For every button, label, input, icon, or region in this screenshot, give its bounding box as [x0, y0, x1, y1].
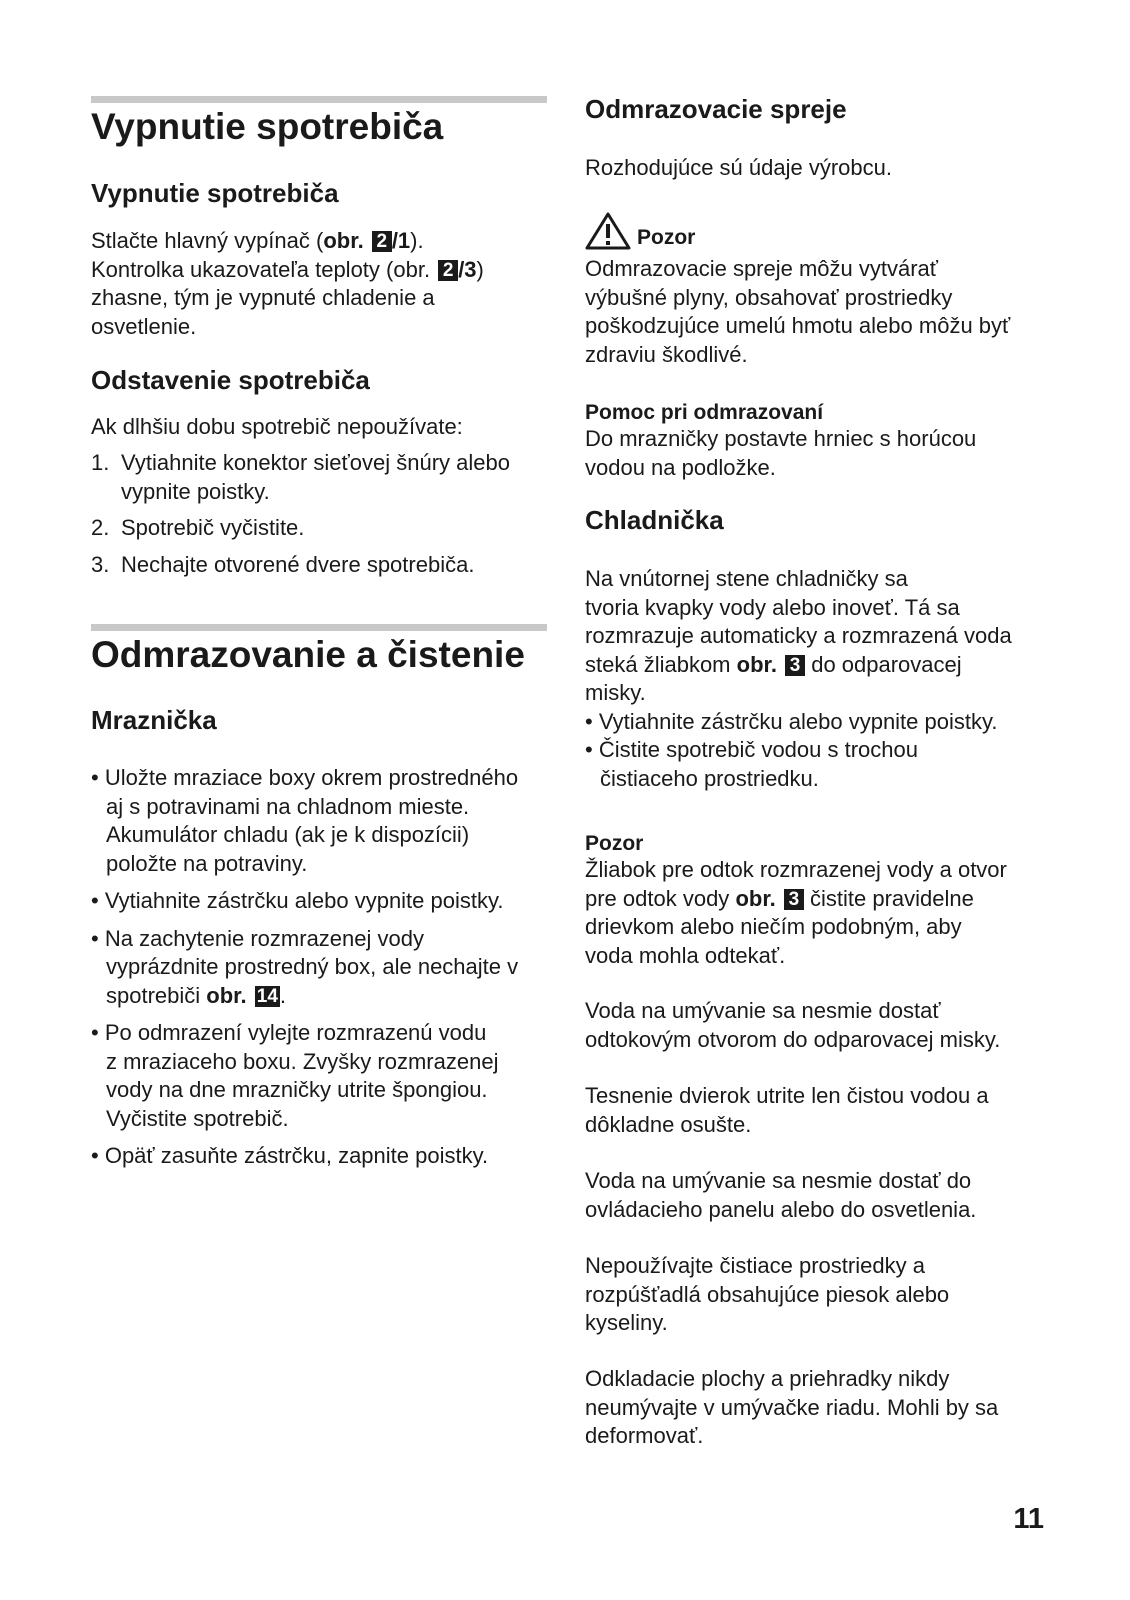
list-item: • Vytiahnite zástrčku alebo vypnite poistky.: [585, 708, 998, 734]
warning-header: [585, 212, 695, 250]
cleaning-paragraph: [585, 1082, 989, 1139]
text-line: dôkladne osušte.: [585, 1111, 752, 1137]
warning-triangle-icon: [585, 212, 631, 250]
text-line: osvetlenie.: [91, 313, 197, 339]
warning-text: [585, 255, 1010, 369]
list-item: • Uložte mraziace boxy okrem prostredného aj s potravinami na chladnom mieste. Akumulátor chladu (ak je k dispozícii) položte na potraviny.: [91, 765, 519, 876]
text-line: Žliabok pre odtok rozmrazenej vody a otvor: [585, 857, 1007, 882]
text-line: zdraviu škodlivé.: [585, 341, 748, 367]
text-line: steká žliabkom obr. 3 do odparovacej: [585, 651, 962, 677]
vypnutie-paragraph: [91, 227, 484, 341]
warning-label: Pozor: [637, 226, 696, 249]
subsection-title-odstavenie: Odstavenie spotrebiča: [91, 365, 370, 395]
mraznicka-bullets: [91, 764, 518, 1171]
text-line: kyseliny.: [585, 1310, 668, 1335]
text-line: výbušné plyny, obsahovať prostriedky: [585, 284, 953, 310]
text-line: drievkom alebo niečím podobným, aby: [585, 914, 962, 939]
list-item: • Po odmrazení vylejte rozmrazenú vodu z mraziaceho boxu. Zvyšky rozmrazenej vody na dne mrazničky utrite špongiou. Vyčistite spotrebič.: [91, 1020, 499, 1131]
text-line: pre odtok vody obr. 3 čistite pravidelne: [585, 885, 974, 911]
text-line: deformovať.: [585, 1423, 704, 1448]
subsection-title-chladnicka: Chladnička: [585, 505, 724, 535]
text-line: voda mohla odtekať.: [585, 942, 786, 968]
help-text: [585, 425, 976, 482]
cleaning-paragraph: [585, 1167, 976, 1224]
list-item: 2. Spotrebič vyčistite.: [91, 515, 305, 540]
spreje-text: Rozhodujúce sú údaje výrobcu.: [585, 155, 892, 180]
help-title: Pomoc pri odmrazovaní: [585, 401, 824, 424]
text-line: vodou na podložke.: [585, 454, 776, 480]
figure-ref: 2: [438, 260, 458, 281]
text-line: poškodzujúce umelú hmotu alebo môžu byť: [585, 313, 1011, 338]
figure-ref: 14: [256, 985, 278, 1007]
text-line: ovládacieho panelu alebo do osvetlenia.: [585, 1196, 977, 1222]
text-line: Voda na umývanie sa nesmie dostať do: [585, 1168, 972, 1193]
page-number: 11: [1013, 1503, 1044, 1535]
text-line: Do mrazničky postavte hrniec s horúcou: [585, 426, 977, 451]
text-line: misky.: [585, 680, 646, 705]
subsection-title-spreje: Odmrazovacie spreje: [585, 94, 847, 124]
list-item: • Čistite spotrebič vodou s trochou čistiaceho prostriedku.: [585, 737, 918, 791]
chladnicka-text: [585, 565, 1012, 793]
list-item: • Opäť zasuňte zástrčku, zapnite poistky.: [91, 1143, 489, 1168]
text-line: Nepoužívajte čistiace prostriedky a: [585, 1253, 925, 1278]
section-title-odmrazovanie: Odmrazovanie a čistenie: [91, 634, 525, 675]
cleaning-paragraph: [585, 1365, 998, 1451]
figure-ref: 3: [784, 889, 804, 910]
figure-ref: 3: [785, 655, 805, 676]
text-line: Stlačte hlavný vypínač (obr. 2 /1).: [91, 228, 424, 253]
odstavenie-intro: Ak dlhšiu dobu spotrebič nepoužívate:: [91, 414, 463, 439]
list-item: 3. Nechajte otvorené dvere spotrebiča.: [91, 551, 475, 577]
section-rule: [91, 624, 547, 631]
text-line: zhasne, tým je vypnuté chladenie a: [91, 285, 435, 310]
text-line: Odmrazovacie spreje môžu vytvárať: [585, 256, 939, 281]
text-line: rozpúšťadlá obsahujúce piesok alebo: [585, 1281, 950, 1307]
cleaning-paragraph: [585, 1252, 949, 1338]
section-title-vypnutie: Vypnutie spotrebiča: [91, 106, 444, 147]
text-line: Na vnútornej stene chladničky sa: [585, 566, 908, 591]
caution-text: [585, 856, 1007, 970]
list-item: • Vytiahnite zástrčku alebo vypnite poistky.: [91, 888, 504, 913]
text-line: Kontrolka ukazovateľa teploty (obr. 2 /3): [91, 256, 484, 282]
subsection-title-mraznicka: Mraznička: [91, 705, 217, 735]
subsection-title-vypnutie: Vypnutie spotrebiča: [91, 178, 339, 208]
text-line: Voda na umývanie sa nesmie dostať: [585, 998, 941, 1023]
text-line: odtokovým otvorom do odparovacej misky.: [585, 1026, 1001, 1052]
cleaning-paragraph: [585, 997, 1000, 1054]
text-line: Odkladacie plochy a priehradky nikdy: [585, 1366, 950, 1391]
figure-ref: 2: [372, 231, 392, 252]
caution-title: Pozor: [585, 832, 644, 855]
steps-list: [91, 449, 510, 579]
text-line: rozmrazuje automaticky a rozmrazená voda: [585, 623, 1012, 648]
section-rule: [91, 96, 547, 103]
list-item: • Na zachytenie rozmrazenej vody vyprázdnite prostredný box, ale nechajte v spotrebiči obr. 14.: [91, 925, 519, 1008]
text-line: neumývajte v umývačke riadu. Mohli by sa: [585, 1394, 999, 1420]
list-item: 1. Vytiahnite konektor sieťovej šnúry alebo vypnite poistky.: [91, 450, 510, 504]
text-line: tvoria kvapky vody alebo inoveť. Tá sa: [585, 594, 960, 620]
text-line: Tesnenie dvierok utrite len čistou vodou a: [585, 1083, 989, 1108]
